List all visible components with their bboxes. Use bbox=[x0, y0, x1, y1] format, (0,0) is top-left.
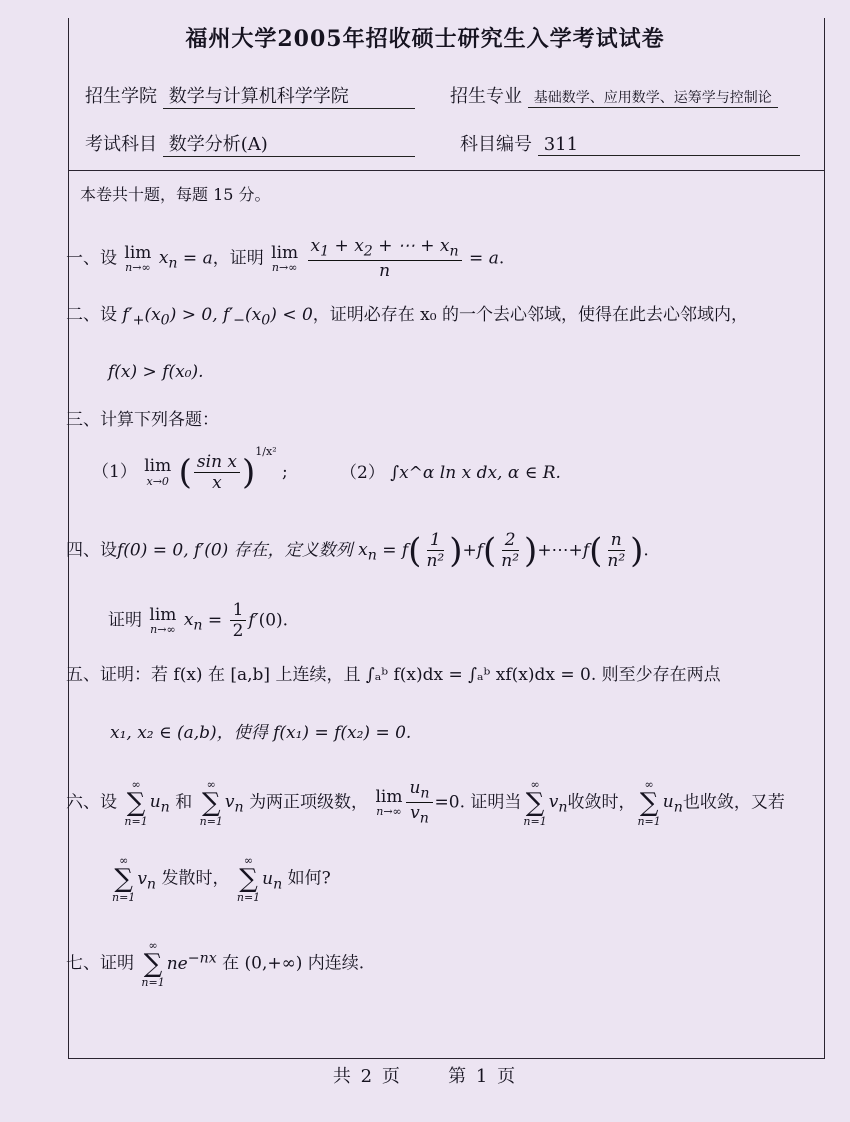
question-5-line1: 五、证明：若 f(x) 在 [a,b] 上连续，且 ∫ₐᵇ f(x)dx = ∫ₐᵇ xf(x)dx = 0. 则至少存在两点 bbox=[66, 665, 721, 685]
exam-title: 福州大学2005年招收硕士研究生入学考试试卷 bbox=[185, 26, 665, 52]
question-7: 七、证明 ∞ ∑ n=1 $ne^{-nx}$ 在 (0,+∞) 内连续. bbox=[66, 939, 365, 989]
major-value: 基础数学、应用数学、运筹学与控制论 bbox=[528, 87, 778, 108]
question-1: 一、设 lim n→∞ $x_n = a$，证明 lim n→∞ $\frac{x_1 + x_2 + \cdots + x_n}{n}$ = a. bbox=[66, 236, 505, 282]
major-field bbox=[450, 82, 778, 108]
question-5-line2: x₁, x₂ ∈ (a,b)，使得 f(x₁) = f(x₂) = 0. bbox=[110, 723, 412, 743]
subject-value: 数学分析(A) bbox=[163, 130, 415, 157]
question-6-line2: ∞ ∑ n=1 $v_n$ 发散时， ∞ ∑ n=1 $u_n$ 如何? bbox=[112, 854, 331, 904]
subject-field bbox=[85, 130, 415, 157]
question-6: 六、设 ∞ ∑ n=1 $u_n$ 和 ∞ ∑ n=1 $v_n$ 为两正项级数， lim n→∞ $\frac{u_n}{v_n}$ =0. 证明当 ∞ ∑ n=1 $v_n$收敛时， ∞ ∑ n=1 $u_n$也收敛，又若 bbox=[66, 777, 785, 828]
school-field bbox=[85, 82, 415, 109]
current-page: 第 1 页 bbox=[448, 1066, 518, 1087]
code-label: 科目编号 bbox=[460, 134, 532, 155]
total-pages: 共 2 页 bbox=[332, 1066, 402, 1087]
question-3-part1: （1） lim x→0 ( $\frac{\text{sin x}}{x}$ )$^{1/x^2}$ ; bbox=[92, 445, 288, 493]
page-footer bbox=[0, 1062, 850, 1088]
exam-intro: 本卷共十题，每题 15 分。 bbox=[80, 185, 271, 204]
subject-label: 考试科目 bbox=[85, 134, 157, 155]
code-value: 311 bbox=[538, 134, 800, 156]
header-separator bbox=[68, 170, 825, 171]
question-4-line2: 证明 lim n→∞ $x_n$ = $\frac{1}{2}$ f′(0). bbox=[108, 600, 289, 642]
average-fraction: $\frac{x_1 + x_2 + \cdots + x_n}{n}$ bbox=[308, 236, 462, 282]
question-4: 四、设f(0) = 0, f′(0) 存在，定义数列 $x_n = f$( $\frac{1}{\text{n²}}$ )+f( $\frac{2}{\text{n²}}$ )+⋯+f( $\frac{n}{\text{n²}}$ ). bbox=[66, 530, 649, 572]
code-field bbox=[460, 130, 800, 156]
question-3-part2: （2） ∫x^α ln x dx, α ∈ R. bbox=[340, 463, 561, 483]
major-label: 招生专业 bbox=[450, 86, 522, 107]
question-3-title: 三、计算下列各题： bbox=[66, 410, 219, 430]
question-2-line2: f(x) > f(x₀). bbox=[108, 362, 204, 382]
school-label: 招生学院 bbox=[85, 86, 157, 107]
question-2: 二、设 $f'_+(x_0) > 0$, $f'_-(x_0) < 0$，证明必存在 x₀ 的一个去心邻域，使得在此去心邻域内， bbox=[66, 305, 748, 329]
school-value: 数学与计算机科学学院 bbox=[163, 82, 415, 109]
limit-operator: lim n→∞ bbox=[124, 242, 152, 275]
